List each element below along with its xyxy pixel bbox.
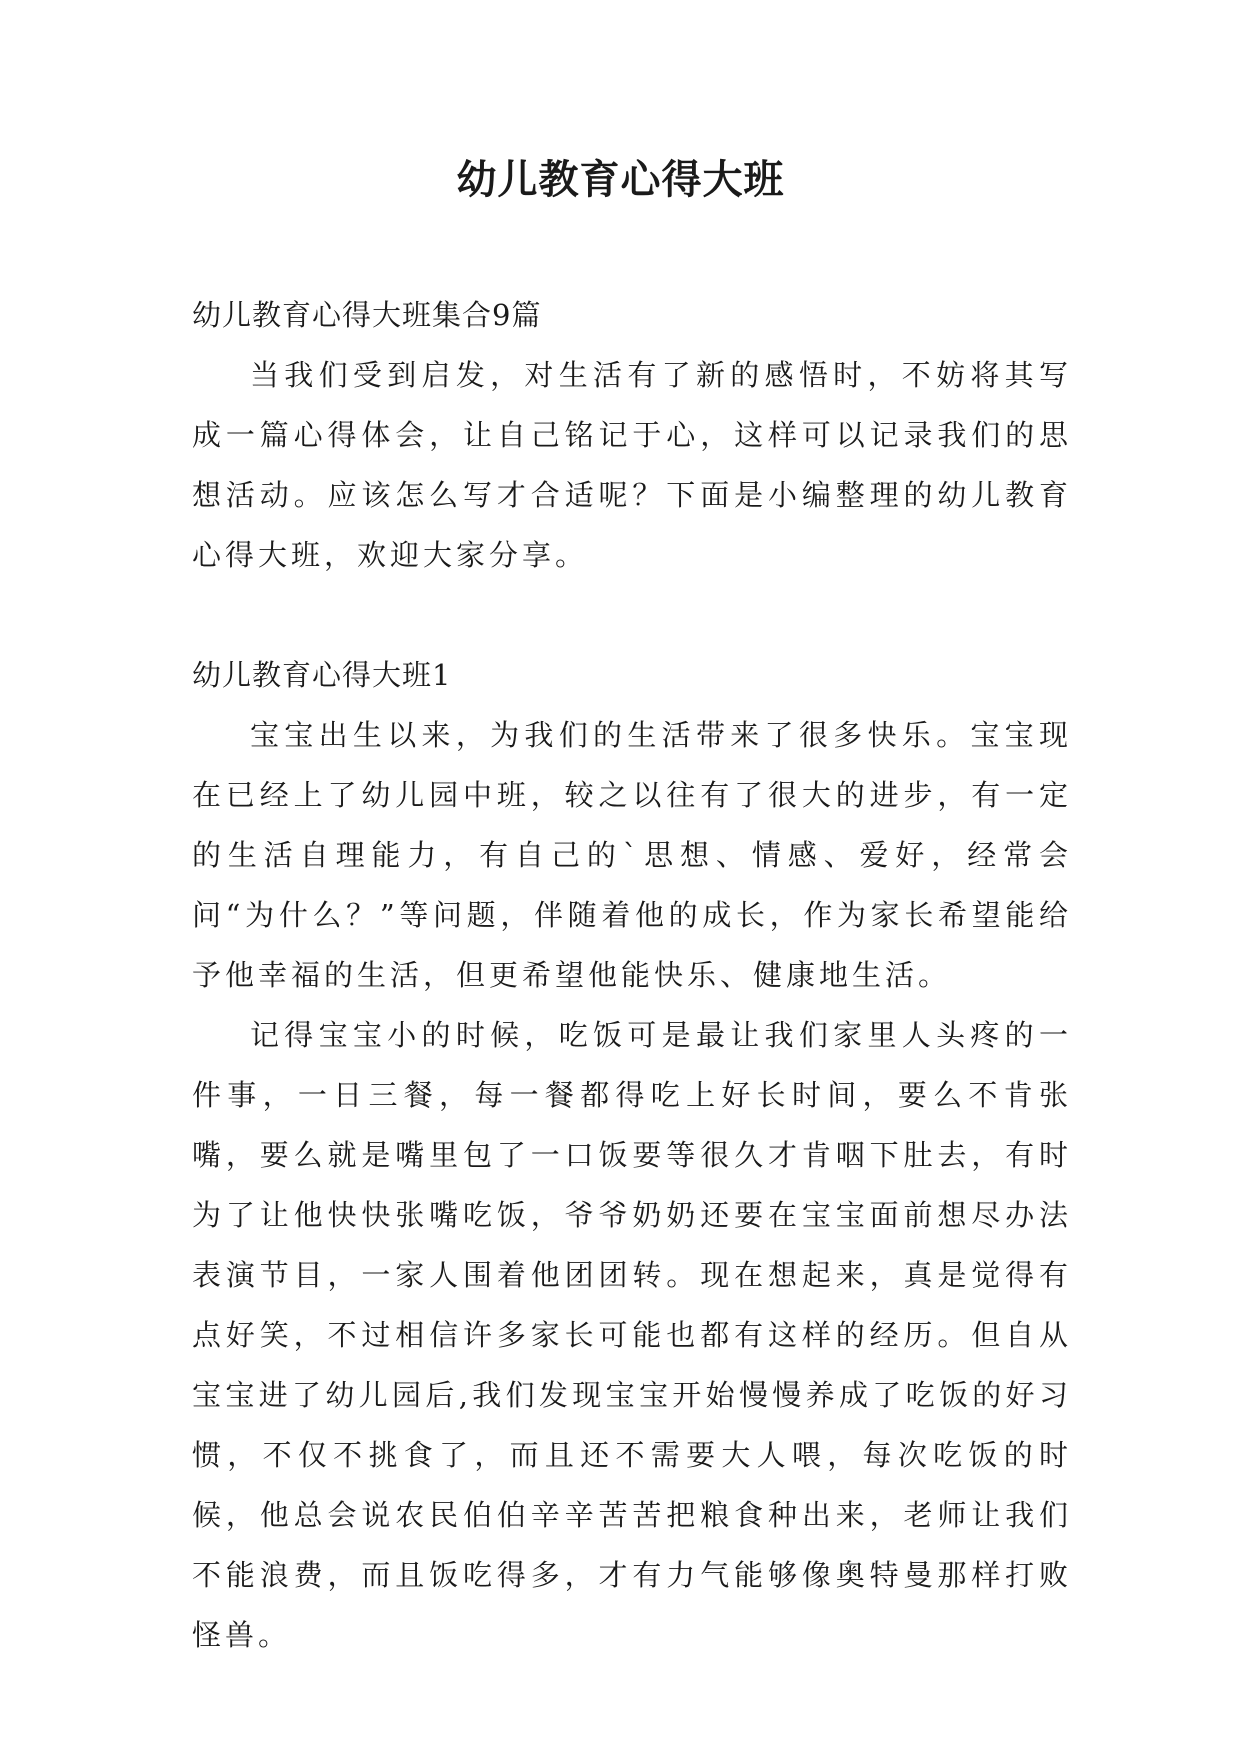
collection-subtitle: 幼儿教育心得大班集合9篇 xyxy=(192,298,542,332)
body-paragraph: 记得宝宝小的时候，吃饭可是最让我们家里人头疼的一件事，一日三餐，每一餐都得吃上好长时间，要么不肯张嘴，要么就是嘴里包了一口饭要等很久才肯咽下肚去，有时为了让他快快张嘴吃饭，爷爷奶奶还要在宝宝面前想尽办法表演节目，一家人围着他团团转。现在想起来，真是觉得有点好笑，不过相信许多家长可能也都有这样的经历。但自从宝宝进了幼儿园后,我们发现宝宝开始慢慢养成了吃饭的好习惯，不仅不挑食了，而且还不需要大人喂，每次吃饭的时候，他总会说农民伯伯辛辛苦苦把粮食种出来，老师让我们不能浪费，而且饭吃得多，才有力气能够像奥特曼那样打败怪兽。 xyxy=(192,1018,1072,1652)
document-title: 幼儿教育心得大班 xyxy=(456,156,785,203)
body-paragraph: 宝宝出生以来，为我们的生活带来了很多快乐。宝宝现在已经上了幼儿园中班，较之以往有了很大的进步，有一定的生活自理能力，有自己的`思想、情感、爱好，经常会问“为什么？”等问题，伴随着他的成长，作为家长希望能给予他幸福的生活，但更希望他能快乐、健康地生活。 xyxy=(192,718,1072,992)
intro-paragraph: 当我们受到启发，对生活有了新的感悟时，不妨将其写成一篇心得体会，让自己铭记于心，这样可以记录我们的思想活动。应该怎么写才合适呢？下面是小编整理的幼儿教育心得大班，欢迎大家分享。 xyxy=(192,358,1072,572)
section-spacer xyxy=(192,585,1072,645)
document-body xyxy=(192,285,1072,1665)
section-heading: 幼儿教育心得大班1 xyxy=(192,658,452,692)
